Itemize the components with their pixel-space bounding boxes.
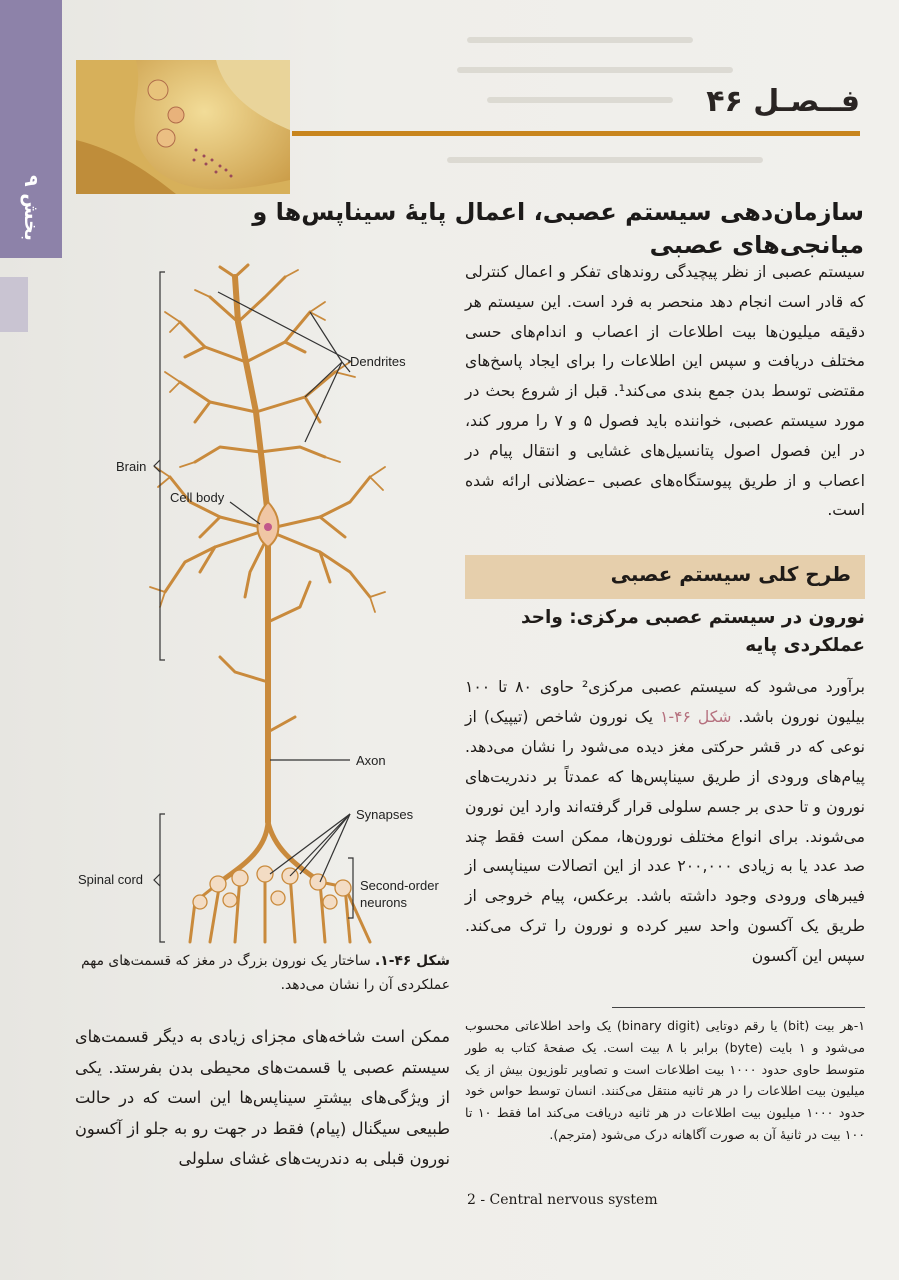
- body-paragraph: [465, 673, 865, 972]
- figure-reference-link[interactable]: شکل ۴۶-۱: [660, 707, 732, 726]
- section-tab-label: بخش ۹: [20, 175, 42, 241]
- footnote-1: ۱-هر بیت (bit) یا رقم دوتایی (binary digit) یک واحد اطلاعاتی محسوب می‌شود و ۱ بایت (byte) برابر با ۸ بیت است. یک صفحهٔ کتاب به طور متوسط حاوی حدود ۱۰۰۰ بیت اطلاعات است و تصاویر تلوزیون بیش از یک میلیون بیت اطلاعات را در هر ثانیه منتقل می‌کنند. انسان توسط حواس خود حدود ۱۰۰۰ میلیون بیت اطلاعات در هر ثانیه دریافت می‌کند اما فقط ۱۰ تا ۱۰۰ بیت در ثانیهٔ آن به صورت آگاهانه درک می‌شود (مترجم).: [465, 1018, 866, 1142]
- label-brain: Brain: [116, 459, 147, 474]
- caption-text: ساختار یک نورون بزرگ در مغز که قسمت‌های مهم عملکردی آن را نشان می‌دهد.: [81, 953, 450, 993]
- label-axon: Axon: [356, 753, 386, 768]
- neuron-figure: [70, 262, 460, 952]
- label-cell-body: Cell body: [170, 490, 225, 505]
- intro-paragraph: سیستم عصبی از نظر پیچیدگی روندهای تفکر و اعمال کنترلی که قادر است انجام دهد منحصر به فرد است. این سیستم هر دقیقه میلیون‌ها بیت اطلاعات از اعصاب و اندام‌های حسی مختلف دریافت و سپس این اطلاعات را برای ایجاد پاسخ‌های مقتضی توسط بدن جمع بندی می‌کند¹. قبل از شروع بحث در مورد سیستم عصبی، خواننده باید فصول ۵ و ۷ را مرور کند، در این فصول اصول پتانسیل‌های غشایی و انتقال پیام در اعصاب و از طریق پیوستگاه‌های عصبی –عضلانی ارائه شده است.: [465, 263, 865, 520]
- section-title: طرح کلی سیستم عصبی: [610, 562, 851, 586]
- side-tab-strip: [0, 277, 28, 332]
- label-synapses: Synapses: [356, 807, 414, 822]
- body-text-part1: برآورد می‌شود که سیستم عصبی مرکزی² حاوی ۸۰ تا ۱۰۰ بیلیون نورون باشد.: [465, 678, 866, 726]
- label-spinal-cord: Spinal cord: [78, 872, 144, 887]
- chapter-image: [76, 60, 290, 194]
- subheading: نورون در سیستم عصبی مرکزی: واحد عملکردی پایه: [520, 607, 865, 656]
- chapter-title: فــصـل ۴۶: [706, 84, 860, 119]
- label-second-order-2: neurons: [360, 895, 407, 910]
- page-title: سازمان‌دهی سیستم عصبی، اعمال پایهٔ سیناپس‌ها و میانجی‌های عصبی: [252, 198, 864, 259]
- chapter-rule: [292, 131, 860, 136]
- label-dendrites: Dendrites: [350, 354, 406, 369]
- caption-label: شکل ۴۶-۱.: [375, 953, 450, 969]
- footnote-divider: [612, 1007, 865, 1008]
- bottom-paragraph: ممکن است شاخه‌های مجزای زیادی به دیگر قسمت‌های سیستم عصبی یا قسمت‌های محیطی بدن بفرستد. یکی از ویژگی‌های بیشترِ سیناپس‌ها این است که در حالت طبیعی سیگنال (پیام) فقط در جهت رو به جلو از آکسون نورون قبلی به دندریت‌های غشای سلولی: [75, 1027, 450, 1168]
- section-tab: [0, 0, 62, 258]
- body-text-part2: یک نورون شاخص (تیپیک) از نوعی که در قشر حرکتی مغز دیده می‌شود را نشان می‌دهد. پیام‌های ورودی از طریق سیناپس‌ها که عمدتاً بر دندریت‌های نورون و تا حدی بر جسم سلولی قرار گرفته‌اند وارد این نورون می‌شوند. برای انواع مختلف نورون‌ها، ممکن است فقط چند صد عدد یا به زیادی ۲۰۰,۰۰۰ عدد از این اتصالات سیناپسی از فیبرهای ورودی وجود داشته باشد. برعکس، پیام خروجی از طریق یک آکسون واحد سیر کرده و نورون را ترک می‌کند. سپس این آکسون: [465, 707, 865, 966]
- section-header-box: [465, 555, 865, 599]
- footnote-2: 2 - Central nervous system: [467, 1192, 658, 1208]
- label-second-order-1: Second-order: [360, 878, 439, 893]
- figure-caption: [75, 949, 450, 997]
